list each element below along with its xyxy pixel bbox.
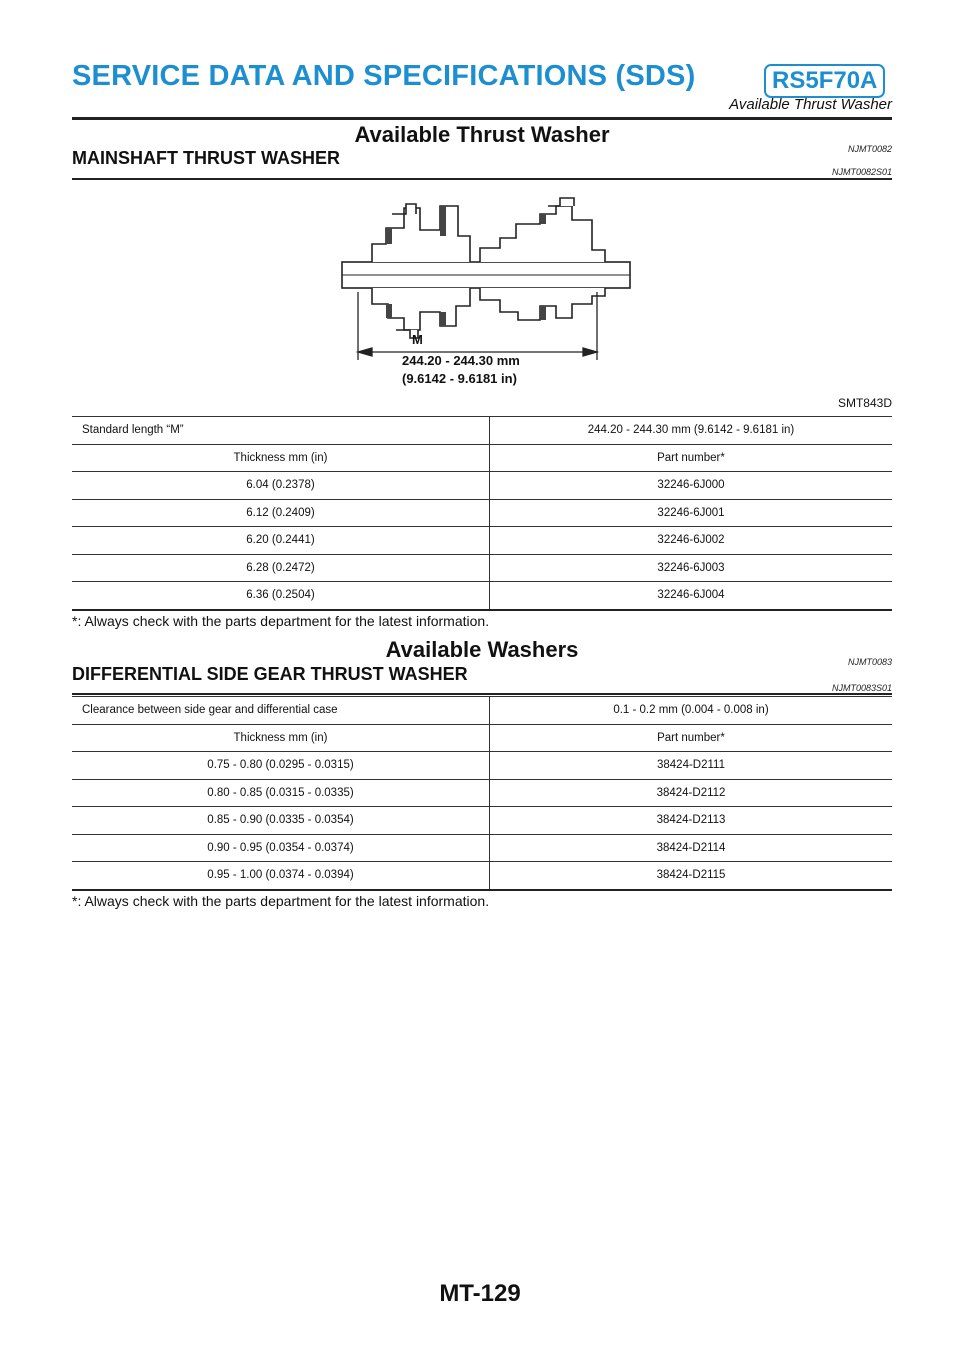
dimension-letter: M (412, 332, 423, 347)
clearance-label: Clearance between side gear and differential case (72, 697, 490, 725)
thickness-cell: 6.12 (0.2409) (72, 499, 490, 527)
thickness-cell: 6.28 (0.2472) (72, 554, 490, 582)
table-row (72, 697, 892, 725)
part-number-cell: 32246-6J002 (490, 527, 893, 555)
page-number: MT-129 (439, 1280, 521, 1307)
mainshaft-figure (0, 0, 960, 400)
table-row (72, 527, 892, 555)
table-row (72, 834, 892, 862)
section-code: NJMT0082 (847, 144, 892, 154)
table-row (72, 779, 892, 807)
dimension-in: (9.6142 - 9.6181 in) (402, 371, 517, 386)
thickness-cell: 0.80 - 0.85 (0.0315 - 0.0335) (72, 779, 490, 807)
mainshaft-washer-table (72, 416, 892, 611)
standard-length-label: Standard length “M” (72, 417, 490, 445)
model-badge: RS5F70A (764, 64, 885, 98)
thickness-cell: 0.85 - 0.90 (0.0335 - 0.0354) (72, 807, 490, 835)
table-header-row (72, 724, 892, 752)
thickness-cell: 6.20 (0.2441) (72, 527, 490, 555)
thickness-cell: 6.36 (0.2504) (72, 582, 490, 610)
part-number-cell: 38424-D2114 (490, 834, 893, 862)
clearance-value: 0.1 - 0.2 mm (0.004 - 0.008 in) (490, 697, 893, 725)
subsection-title-differential: DIFFERENTIAL SIDE GEAR THRUST WASHER (72, 664, 468, 684)
column-header-thickness: Thickness mm (in) (72, 724, 490, 752)
thickness-cell: 0.95 - 1.00 (0.0374 - 0.0394) (72, 862, 490, 890)
header-subtitle: Available Thrust Washer (729, 96, 892, 113)
table-row (72, 752, 892, 780)
table-header-row (72, 444, 892, 472)
column-header-part-number: Part number* (490, 444, 893, 472)
thickness-cell: 0.75 - 0.80 (0.0295 - 0.0315) (72, 752, 490, 780)
table-row (72, 582, 892, 610)
table-row (72, 417, 892, 445)
table-row (72, 499, 892, 527)
subsection-code: NJMT0082S01 (831, 167, 892, 177)
subsection-title-mainshaft: MAINSHAFT THRUST WASHER (72, 148, 340, 168)
column-header-part-number: Part number* (490, 724, 893, 752)
footnote: *: Always check with the parts department for the latest information. (72, 613, 490, 629)
thickness-cell: 0.90 - 0.95 (0.0354 - 0.0374) (72, 834, 490, 862)
part-number-cell: 32246-6J003 (490, 554, 893, 582)
table-row (72, 862, 892, 890)
part-number-cell: 38424-D2111 (490, 752, 893, 780)
table-row (72, 807, 892, 835)
part-number-cell: 32246-6J004 (490, 582, 893, 610)
thickness-cell: 6.04 (0.2378) (72, 472, 490, 500)
column-header-thickness: Thickness mm (in) (72, 444, 490, 472)
table-row (72, 472, 892, 500)
footnote: *: Always check with the parts department for the latest information. (72, 893, 490, 909)
section-title-washers: Available Washers (385, 637, 579, 662)
figure-label: SMT843D (837, 396, 892, 410)
table-row (72, 554, 892, 582)
section-code: NJMT0083 (847, 657, 892, 667)
section-title-thrust-washer: Available Thrust Washer (354, 122, 610, 147)
part-number-cell: 32246-6J000 (490, 472, 893, 500)
subsection-rule (72, 693, 892, 695)
differential-washer-table (72, 696, 892, 891)
part-number-cell: 32246-6J001 (490, 499, 893, 527)
header-title: SERVICE DATA AND SPECIFICATIONS (SDS) (72, 60, 696, 92)
part-number-cell: 38424-D2112 (490, 779, 893, 807)
dimension-mm: 244.20 - 244.30 mm (402, 353, 520, 368)
part-number-cell: 38424-D2113 (490, 807, 893, 835)
standard-length-value: 244.20 - 244.30 mm (9.6142 - 9.6181 in) (490, 417, 893, 445)
subsection-code: NJMT0083S01 (831, 683, 892, 693)
part-number-cell: 38424-D2115 (490, 862, 893, 890)
